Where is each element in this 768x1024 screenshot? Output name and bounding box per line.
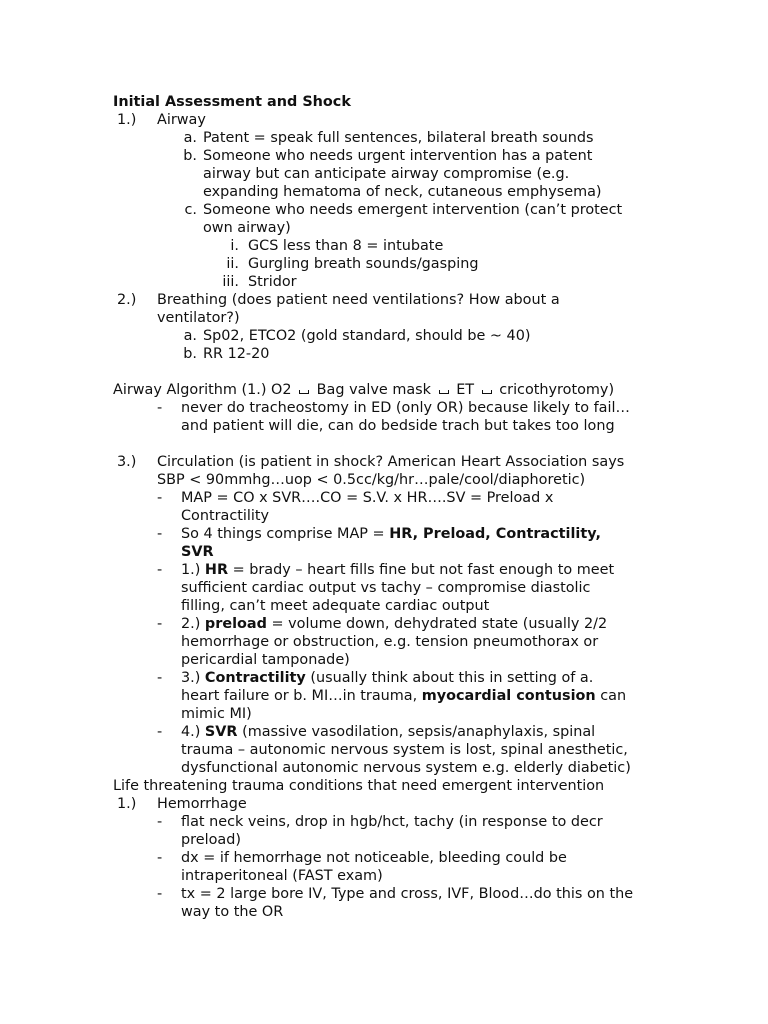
bullet-item-continued: preload)	[181, 832, 241, 848]
list-item-circulation: 3.) Circulation (is patient in shock? American Heart Association says	[117, 454, 625, 470]
arrow-icon	[298, 386, 310, 396]
list-item: iii. Stridor	[222, 274, 297, 290]
list-item-breathing: 2.) Breathing (does patient need ventilations? How about a	[117, 292, 560, 308]
bullet-item-continued: and patient will die, can do bedside trach but takes too long	[181, 418, 615, 434]
bullet-item: - 1.) HR = brady – heart fills fine but not fast enough to meet	[157, 562, 615, 578]
document-body	[113, 93, 673, 921]
bullet-item: - So 4 things comprise MAP = HR, Preload, Contractility,	[157, 526, 601, 542]
bullet-item: - never do tracheostomy in ED (only OR) because likely to fail…	[157, 400, 630, 416]
bullet-item-continued: dysfunctional autonomic nervous system e.g. elderly diabetic)	[181, 760, 631, 776]
list-item-airway: 1.) Airway	[117, 112, 206, 128]
section-heading: Life threatening trauma conditions that need emergent intervention	[113, 778, 605, 794]
bullet-item: - MAP = CO x SVR….CO = S.V. x HR….SV = Preload x	[157, 490, 554, 506]
bullet-item-continued: SVR	[181, 544, 214, 560]
arrow-icon	[481, 386, 493, 396]
bullet-item-continued: mimic MI)	[181, 706, 252, 722]
bullet-item-continued: pericardial tamponade)	[181, 652, 350, 668]
list-item: b. RR 12-20	[183, 346, 270, 362]
arrow-icon	[438, 386, 450, 396]
bullet-item-continued: heart failure or b. MI…in trauma, myocardial contusion can	[181, 688, 627, 704]
document-title: Initial Assessment and Shock	[113, 94, 351, 110]
list-item-hemorrhage: 1.) Hemorrhage	[117, 796, 247, 812]
list-item-continued: SBP < 90mmhg…uop < 0.5cc/kg/hr…pale/cool/diaphoretic)	[157, 472, 586, 488]
list-item: ii. Gurgling breath sounds/gasping	[226, 256, 479, 272]
bullet-item-continued: Contractility	[181, 508, 270, 524]
bullet-item: - 3.) Contractility (usually think about this in setting of a.	[157, 670, 594, 686]
list-item: a. Sp02, ETCO2 (gold standard, should be ~ 40)	[183, 328, 531, 344]
airway-algorithm: Airway Algorithm (1.) O2 Bag valve mask ET cricothyrotomy)	[113, 382, 615, 398]
bullet-item-continued: intraperitoneal (FAST exam)	[181, 868, 383, 884]
bullet-item: - dx = if hemorrhage not noticeable, bleeding could be	[157, 850, 567, 866]
bullet-item-continued: way to the OR	[181, 904, 284, 920]
bullet-item: - tx = 2 large bore IV, Type and cross, IVF, Blood…do this on the	[157, 886, 634, 902]
list-item: c. Someone who needs emergent intervention (can’t protect	[184, 202, 623, 218]
list-item-continued: expanding hematoma of neck, cutaneous emphysema)	[203, 184, 602, 200]
bullet-item-continued: filling, can’t meet adequate cardiac output	[181, 598, 490, 614]
bullet-item: - 4.) SVR (massive vasodilation, sepsis/anaphylaxis, spinal	[157, 724, 596, 740]
bullet-item-continued: hemorrhage or obstruction, e.g. tension pneumothorax or	[181, 634, 599, 650]
bullet-item-continued: trauma – autonomic nervous system is lost, spinal anesthetic,	[181, 742, 628, 758]
list-item-continued: airway but can anticipate airway compromise (e.g.	[203, 166, 570, 182]
list-item: a. Patent = speak full sentences, bilateral breath sounds	[183, 130, 594, 146]
list-item-continued: ventilator?)	[157, 310, 240, 326]
bullet-item: - 2.) preload = volume down, dehydrated state (usually 2/2	[157, 616, 608, 632]
list-item-continued: own airway)	[203, 220, 291, 236]
list-item: b. Someone who needs urgent intervention has a patent	[183, 148, 593, 164]
bullet-item: - flat neck veins, drop in hgb/hct, tachy (in response to decr	[157, 814, 603, 830]
bullet-item-continued: sufficient cardiac output vs tachy – compromise diastolic	[181, 580, 591, 596]
list-item: i. GCS less than 8 = intubate	[230, 238, 444, 254]
